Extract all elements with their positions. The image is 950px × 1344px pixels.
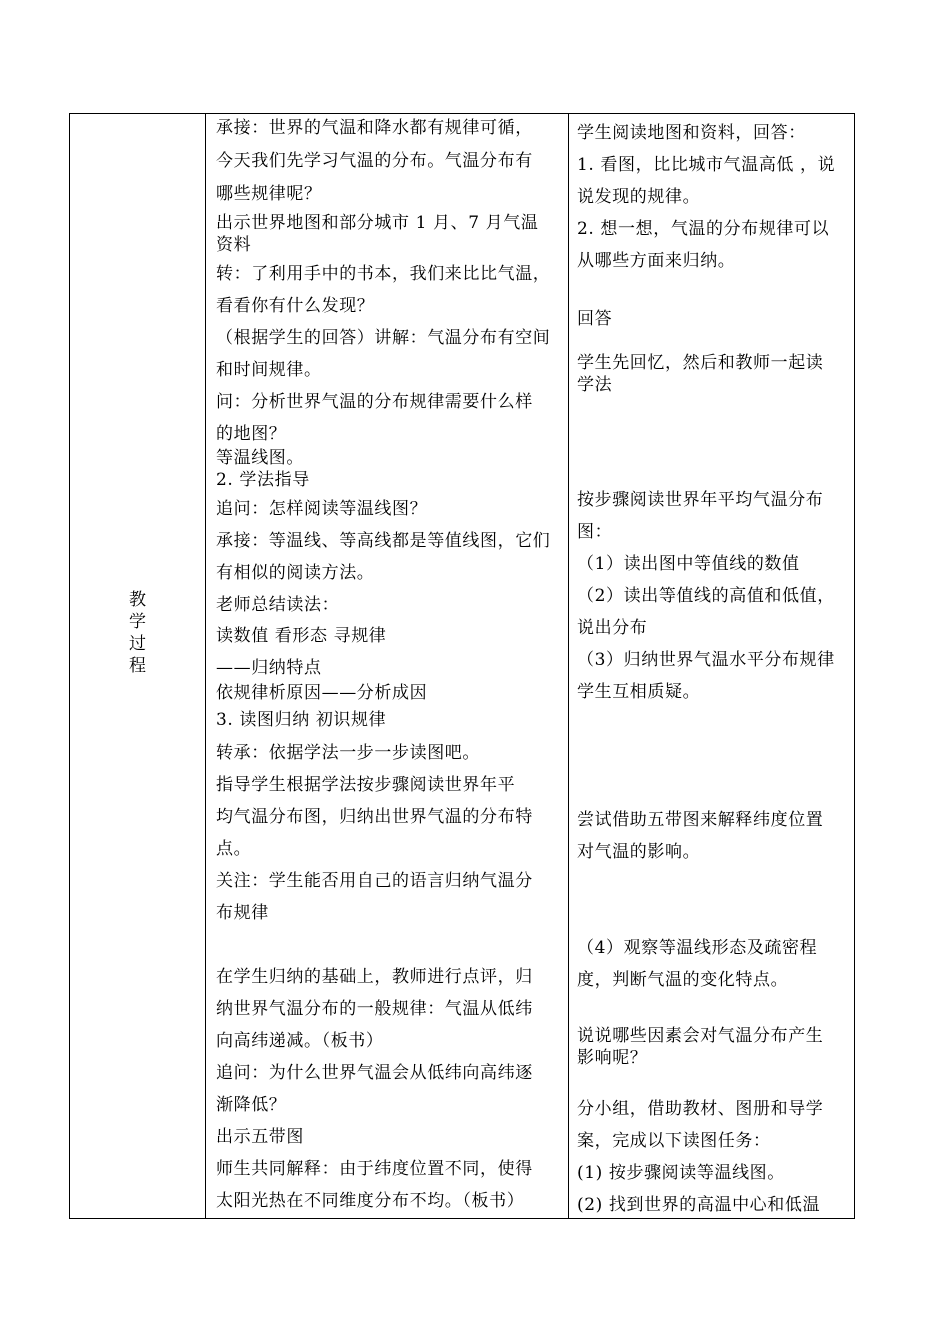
teacher-text-line: 今天我们先学习气温的分布。气温分布有 — [216, 151, 533, 171]
student-text-line: 影响呢？ — [577, 1048, 648, 1068]
teacher-text-line: 追问：怎样阅读等温线图？ — [216, 499, 428, 519]
teacher-text-line: 依规律析原因——分析成因 — [216, 683, 428, 703]
teacher-text-line: 3. 读图归纳 初识规律 — [216, 710, 387, 730]
teacher-text-line: 2. 学法指导 — [216, 470, 310, 490]
teacher-text-line: 转：了利用手中的书本，我们来比比气温， — [216, 264, 551, 284]
student-text-line: 说发现的规律。 — [577, 187, 701, 207]
student-text-line: （4）观察等温线形态及疏密程 — [577, 938, 818, 958]
lesson-process-table — [69, 113, 855, 1219]
teacher-text-line: 出示五带图 — [216, 1127, 304, 1147]
teacher-text-line: 向高纬递减。（板书） — [216, 1031, 384, 1051]
teacher-text-line: 和时间规律。 — [216, 360, 322, 380]
teacher-text-line: 承接：世界的气温和降水都有规律可循， — [216, 118, 533, 138]
teacher-text-line: 老师总结读法： — [216, 595, 340, 615]
table-row — [70, 114, 855, 1219]
teacher-text-line: （根据学生的回答）讲解：气温分布有空间 — [216, 328, 551, 348]
student-text-line: 图： — [577, 522, 613, 542]
student-text-line: 度，判断气温的变化特点。 — [577, 970, 789, 990]
student-text-line: （1）读出图中等值线的数值 — [577, 554, 800, 574]
teacher-text-line: 承接：等温线、等高线都是等值线图，它们 — [216, 531, 551, 551]
student-activity-text — [569, 114, 854, 1218]
teacher-text-line: 有相似的阅读方法。 — [216, 563, 375, 583]
teacher-text-line: 资料 — [216, 235, 252, 255]
teacher-activity-text — [206, 114, 568, 1218]
teacher-text-line: 布规律 — [216, 903, 269, 923]
student-text-line: 案，完成以下读图任务： — [577, 1131, 771, 1151]
teacher-text-line: 转承：依据学法一步一步读图吧。 — [216, 743, 480, 763]
teacher-text-line: 出示世界地图和部分城市 1 月、7 月气温 — [216, 213, 539, 233]
section-label-cell — [70, 114, 206, 1219]
teacher-text-line: 关注：学生能否用自己的语言归纳气温分 — [216, 871, 533, 891]
teacher-text-line: 等温线图。 — [216, 448, 304, 468]
section-label: 教学过程 — [129, 589, 146, 676]
student-text-line: 学生互相质疑。 — [577, 682, 701, 702]
teacher-text-line: 点。 — [216, 839, 252, 859]
teacher-text-line: 的地图？ — [216, 424, 287, 444]
teacher-text-line: 均气温分布图，归纳出世界气温的分布特 — [216, 807, 533, 827]
teacher-text-line: 看看你有什么发现？ — [216, 296, 375, 316]
student-text-line: 1. 看图，比比城市气温高低 ，说 — [577, 155, 836, 175]
teacher-text-line: 追问：为什么世界气温会从低纬向高纬逐 — [216, 1063, 533, 1083]
student-text-line: 从哪些方面来归纳。 — [577, 251, 736, 271]
teacher-text-line: 哪些规律呢？ — [216, 184, 322, 204]
teacher-text-line: 师生共同解释：由于纬度位置不同，使得 — [216, 1159, 533, 1179]
student-text-line: 尝试借助五带图来解释纬度位置 — [577, 810, 824, 830]
student-text-line: 学生先回忆，然后和教师一起读 — [577, 353, 824, 373]
student-text-line: （3）归纳世界气温水平分布规律 — [577, 650, 835, 670]
student-text-line: (2) 找到世界的高温中心和低温 — [577, 1195, 821, 1215]
student-text-line: 学生阅读地图和资料，回答： — [577, 123, 806, 143]
teacher-text-line: 指导学生根据学法按步骤阅读世界年平 — [216, 775, 516, 795]
teacher-text-line: 太阳光热在不同维度分布不均。（板书） — [216, 1191, 525, 1211]
student-text-line: 分小组，借助教材、图册和导学 — [577, 1099, 824, 1119]
student-text-line: 说说哪些因素会对气温分布产生 — [577, 1026, 824, 1046]
teacher-text-line: 问：分析世界气温的分布规律需要什么样 — [216, 392, 533, 412]
teacher-text-line: 渐降低？ — [216, 1095, 287, 1115]
teacher-text-line: 纳世界气温分布的一般规律：气温从低纬 — [216, 999, 533, 1019]
teacher-text-line: 读数值 看形态 寻规律 — [216, 626, 387, 646]
student-text-line: (1) 按步骤阅读等温线图。 — [577, 1163, 785, 1183]
student-text-line: 学法 — [577, 375, 613, 395]
student-text-line: 按步骤阅读世界年平均气温分布 — [577, 490, 824, 510]
student-text-line: 说出分布 — [577, 618, 648, 638]
student-text-line: 回答 — [577, 309, 613, 329]
student-text-line: 对气温的影响。 — [577, 842, 701, 862]
student-activity-cell — [569, 114, 855, 1219]
teacher-text-line: ——归纳特点 — [216, 658, 322, 678]
student-text-line: （2）读出等值线的高值和低值， — [577, 586, 835, 606]
teacher-activity-cell — [206, 114, 569, 1219]
student-text-line: 2. 想一想，气温的分布规律可以 — [577, 219, 830, 239]
teacher-text-line: 在学生归纳的基础上，教师进行点评，归 — [216, 967, 533, 987]
